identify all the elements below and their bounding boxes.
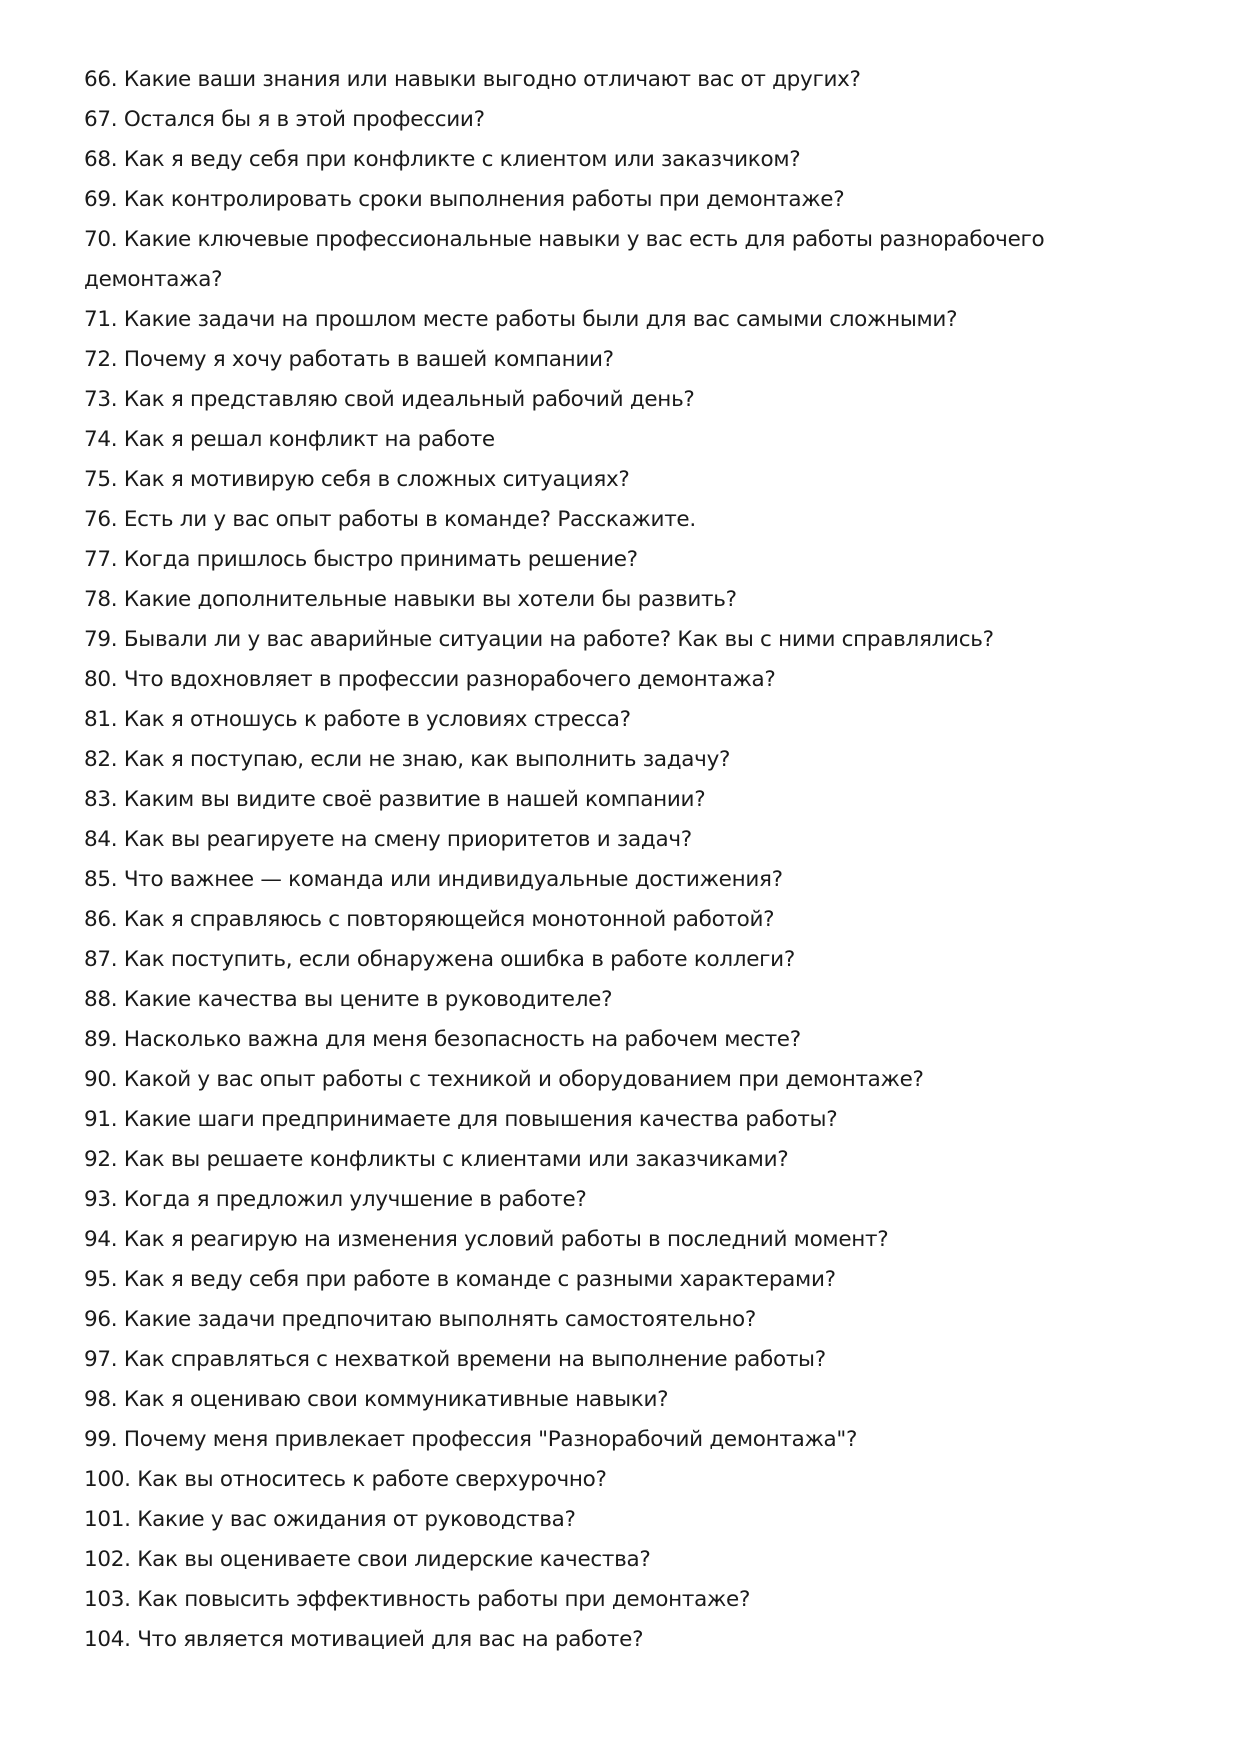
question-item: 68. Как я веду себя при конфликте с клиентом или заказчиком?	[84, 147, 801, 172]
question-item: 84. Как вы реагируете на смену приоритетов и задач?	[84, 827, 692, 852]
question-item: 75. Как я мотивирую себя в сложных ситуациях?	[84, 467, 630, 492]
question-item: 80. Что вдохновляет в профессии разнорабочего демонтажа?	[84, 667, 776, 692]
question-item: 82. Как я поступаю, если не знаю, как выполнить задачу?	[84, 747, 731, 772]
question-item: 89. Насколько важна для меня безопасность на рабочем месте?	[84, 1027, 801, 1052]
question-item: 76. Есть ли у вас опыт работы в команде? Расскажите.	[84, 507, 696, 532]
question-item: 92. Как вы решаете конфликты с клиентами или заказчиками?	[84, 1147, 789, 1172]
question-item: 90. Какой у вас опыт работы с техникой и оборудованием при демонтаже?	[84, 1067, 924, 1092]
question-item: 94. Как я реагирую на изменения условий работы в последний момент?	[84, 1227, 889, 1252]
question-item: 98. Как я оцениваю свои коммуникативные навыки?	[84, 1387, 669, 1412]
question-item: 71. Какие задачи на прошлом месте работы были для вас самыми сложными?	[84, 307, 958, 332]
question-item: 95. Как я веду себя при работе в команде с разными характерами?	[84, 1267, 836, 1292]
question-item: 72. Почему я хочу работать в вашей компании?	[84, 347, 614, 372]
question-item: 100. Как вы относитесь к работе сверхурочно?	[84, 1467, 607, 1492]
question-item: 85. Что важнее — команда или индивидуальные достижения?	[84, 867, 783, 892]
question-item: 99. Почему меня привлекает профессия "Разнорабочий демонтажа"?	[84, 1427, 858, 1452]
question-item: 70. Какие ключевые профессиональные навыки у вас есть для работы разнорабочего демонтажа?	[84, 227, 1045, 292]
question-item: 78. Какие дополнительные навыки вы хотели бы развить?	[84, 587, 737, 612]
question-item: 93. Когда я предложил улучшение в работе?	[84, 1187, 587, 1212]
question-item: 83. Каким вы видите своё развитие в нашей компании?	[84, 787, 706, 812]
question-item: 103. Как повысить эффективность работы при демонтаже?	[84, 1587, 751, 1612]
question-item: 81. Как я отношусь к работе в условиях стресса?	[84, 707, 631, 732]
question-item: 102. Как вы оцениваете свои лидерские качества?	[84, 1547, 651, 1572]
question-item: 69. Как контролировать сроки выполнения работы при демонтаже?	[84, 187, 845, 212]
question-item: 91. Какие шаги предпринимаете для повышения качества работы?	[84, 1107, 838, 1132]
question-item: 66. Какие ваши знания или навыки выгодно отличают вас от других?	[84, 67, 861, 92]
question-item: 88. Какие качества вы цените в руководителе?	[84, 987, 613, 1012]
question-item: 77. Когда пришлось быстро принимать решение?	[84, 547, 638, 572]
question-item: 86. Как я справляюсь с повторяющейся монотонной работой?	[84, 907, 775, 932]
question-item: 87. Как поступить, если обнаружена ошибка в работе коллеги?	[84, 947, 795, 972]
question-item: 97. Как справляться с нехваткой времени на выполнение работы?	[84, 1347, 826, 1372]
question-item: 73. Как я представляю свой идеальный рабочий день?	[84, 387, 695, 412]
question-item: 104. Что является мотивацией для вас на работе?	[84, 1627, 644, 1652]
question-item: 79. Бывали ли у вас аварийные ситуации на работе? Как вы с ними справлялись?	[84, 627, 994, 652]
question-item: 101. Какие у вас ожидания от руководства?	[84, 1507, 576, 1532]
question-list	[84, 60, 1164, 1660]
question-item: 67. Остался бы я в этой профессии?	[84, 107, 485, 132]
question-item: 74. Как я решал конфликт на работе	[84, 427, 495, 452]
question-item: 96. Какие задачи предпочитаю выполнять самостоятельно?	[84, 1307, 756, 1332]
